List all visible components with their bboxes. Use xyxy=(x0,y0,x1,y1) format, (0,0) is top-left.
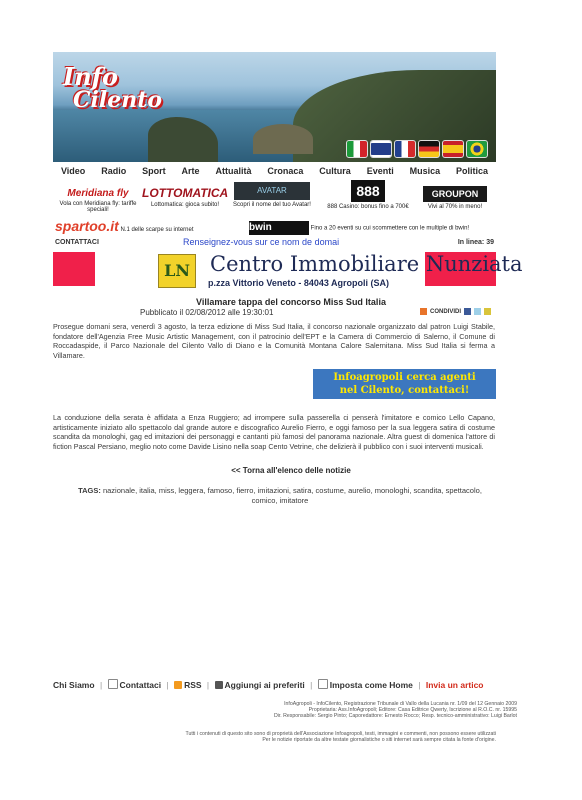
it-flag-icon[interactable] xyxy=(346,140,368,158)
meridiana-text: Vola con Meridiana fly: tariffe speciali! xyxy=(59,201,137,213)
footer-info-line: InfoAgropoli - InfoCilento, Registrazione Tribunale di Vallo della Lucania nr. 1/09 del 12 Gennaio 2009 xyxy=(284,701,517,707)
fr-flag-icon[interactable] xyxy=(394,140,416,158)
contact-link[interactable]: CONTATTACI xyxy=(55,239,99,246)
twitter-icon[interactable] xyxy=(474,308,481,315)
nav-cultura[interactable]: Cultura xyxy=(319,166,351,176)
sponsor-groupon[interactable] xyxy=(418,186,492,210)
header-banner xyxy=(53,52,496,162)
domain-notice[interactable]: Renseignez-vous sur ce nom de domai xyxy=(183,237,340,247)
share-icon xyxy=(420,308,427,315)
groupon-logo: GROUPON xyxy=(423,186,487,202)
nav-attualita[interactable]: Attualità xyxy=(215,166,252,176)
sponsor-bwin[interactable] xyxy=(249,221,501,235)
site-logo[interactable] xyxy=(63,62,162,113)
estate-logo: LN xyxy=(158,254,196,288)
casino888-logo: 888 xyxy=(351,180,385,202)
avatar-text: Scopri il nome del tuo Avatar! xyxy=(233,202,311,208)
estate-name: Centro Immobiliare Nunziata xyxy=(210,252,523,276)
online-count: In linea: 39 xyxy=(457,239,494,246)
footer-info xyxy=(274,701,517,720)
favorites-icon xyxy=(215,681,223,689)
lottomatica-text: Lottomatica: gioca subito! xyxy=(150,202,220,208)
nav-eventi[interactable]: Eventi xyxy=(366,166,394,176)
nav-video[interactable]: Video xyxy=(60,166,86,176)
nav-sport[interactable]: Sport xyxy=(142,166,166,176)
sponsor-spartoo[interactable] xyxy=(55,218,235,234)
avatar-banner: AVATAR xyxy=(234,182,310,200)
rss-icon xyxy=(174,681,182,689)
article-paragraph-2: La conduzione della serata è affidata a Enza Ruggiero; ad irrompere sulla passerella ci penserà l'imitatore e comico Lello Capano, artisticamente iniziato allo spettacolo dal grande autore e discografico Aurelio Fierro, e oggi famoso per la sua leggera satira di costume scandita da monologhi, gag ed imitazioni dei personaggi e cantanti più famosi del panorama nazionale. Altra guest di domenica l'attore di fiction Pascal Persiano, meglio noto come Davide Lisino nella soap Cento Vetrine, che delizierà il pubblico con i suoi interventi musicali. xyxy=(53,413,495,451)
footer-home-link[interactable]: Imposta come Home xyxy=(329,680,413,690)
footer-rights-line: Per le notizie riportate da altre testate giornalistiche o siti internet sarà sempre citata la fonte d'origine. xyxy=(262,737,496,744)
nav-radio[interactable]: Radio xyxy=(101,166,127,176)
back-to-news-link[interactable]: << Torna all'elenco delle notizie xyxy=(231,466,351,475)
facebook-icon[interactable] xyxy=(464,308,471,315)
casino888-text: 888 Casino: bonus fino a 700€ xyxy=(327,204,409,210)
footer-info-line: Proprietaria: Ass.InfoAgropoli; Editore: Casa Editrice Qwerty, Iscrizione al R.O.C. nr. 15995 xyxy=(308,707,517,714)
footer-rights-line: Tutti i contenuti di questo sito sono di proprietà dell'Associazione Infoagropoli, testi, immagini e commenti, non possono essere utilizzati xyxy=(185,731,496,737)
sponsor-888[interactable] xyxy=(326,180,410,210)
footer-nav: Chi Siamo | Contattaci | RSS | Aggiungi ai preferiti | Imposta come Home | Invia un artico xyxy=(53,680,484,690)
tags-section xyxy=(70,486,490,506)
language-flags xyxy=(346,140,488,158)
share-label: CONDIVIDI xyxy=(430,308,462,315)
br-flag-icon[interactable] xyxy=(466,140,488,158)
nav-politica[interactable]: Politica xyxy=(456,166,489,176)
groupon-text: Vivi al 70% in meno! xyxy=(427,204,483,210)
es-flag-icon[interactable] xyxy=(442,140,464,158)
footer-rss-link[interactable]: RSS xyxy=(184,680,202,690)
footer-favorites-link[interactable]: Aggiungi ai preferiti xyxy=(224,680,305,690)
bookmark-icon[interactable] xyxy=(484,308,491,315)
agent-recruit-ad[interactable] xyxy=(313,369,496,399)
spartoo-text: N.1 delle scarpe su internet xyxy=(120,227,194,233)
nav-musica[interactable]: Musica xyxy=(409,166,441,176)
agent-ad-line1: Infoagropoli cerca agenti xyxy=(333,372,476,383)
agent-ad-line2: nel Cilento, contattaci! xyxy=(339,385,470,396)
meridiana-logo: Meridiana fly xyxy=(67,188,129,199)
footer-about-link[interactable]: Chi Siamo xyxy=(53,680,95,690)
estate-ad[interactable] xyxy=(152,252,523,292)
tags-list: nazionale, italia, miss, leggera, famoso, fierro, imitazioni, satira, costume, aurelio, monologhi, scandita, spettacolo, comico, imitatore xyxy=(102,486,482,505)
lottomatica-logo: LOTTOMATICA xyxy=(142,186,229,200)
de-flag-icon[interactable] xyxy=(418,140,440,158)
article-date: Pubblicato il 02/08/2012 alle 19:30:01 xyxy=(140,308,274,317)
uk-flag-icon[interactable] xyxy=(370,140,392,158)
home-icon xyxy=(318,679,328,689)
footer-rights xyxy=(186,731,496,743)
contact-bar xyxy=(53,238,496,248)
footer-send-article-link[interactable]: Invia un artico xyxy=(425,680,484,690)
share-bar[interactable] xyxy=(420,308,491,315)
tags-label: TAGS: xyxy=(78,486,101,495)
footer-info-line: Dir. Responsabile: Sergio Pinto; Caporedattore: Ernesto Rocco; Resp. tecnico-amministrativo: Luigi Barlot xyxy=(273,713,517,720)
spartoo-logo: spartoo.it xyxy=(55,218,119,234)
bwin-logo: bwin xyxy=(249,221,309,235)
article-title: Villamare tappa del concorso Miss Sud Italia xyxy=(196,297,386,307)
estate-address: p.zza Vittorio Veneto - 84043 Agropoli (SA) xyxy=(208,278,390,288)
main-nav xyxy=(53,166,496,180)
sponsor-meridiana[interactable] xyxy=(58,188,138,213)
logo-line1: Info xyxy=(63,62,119,91)
left-ad-box[interactable] xyxy=(53,252,95,286)
nav-cronaca[interactable]: Cronaca xyxy=(267,166,304,176)
footer-contacts-link[interactable]: Contattaci xyxy=(119,680,162,690)
bwin-text: Fino a 20 eventi su cui scommettere con le multiple di bwin! xyxy=(310,225,470,232)
sponsor-lottomatica[interactable] xyxy=(142,186,228,208)
logo-line2: Cilento xyxy=(73,87,163,113)
article-paragraph-1: Prosegue domani sera, venerdì 3 agosto, la terza edizione di Miss Sud Italia, il concorso nazionale organizzato dal patron Luigi Stabile, fondatore dell'Agenzia Free Music Artistic Management, con il patrocinio dell'EPT e la Camera di Commercio di Salerno, il Comune di Roccadaspide, il Parco Nazionale del Cilento Vallo di Diano e la Comunità Montana Calore Salernitana. Miss Sud Italia si ferma a Villamare. xyxy=(53,322,495,360)
contact-icon xyxy=(108,679,118,689)
nav-arte[interactable]: Arte xyxy=(181,166,200,176)
banner-beach xyxy=(253,124,313,154)
sponsor-avatar[interactable] xyxy=(232,182,312,208)
